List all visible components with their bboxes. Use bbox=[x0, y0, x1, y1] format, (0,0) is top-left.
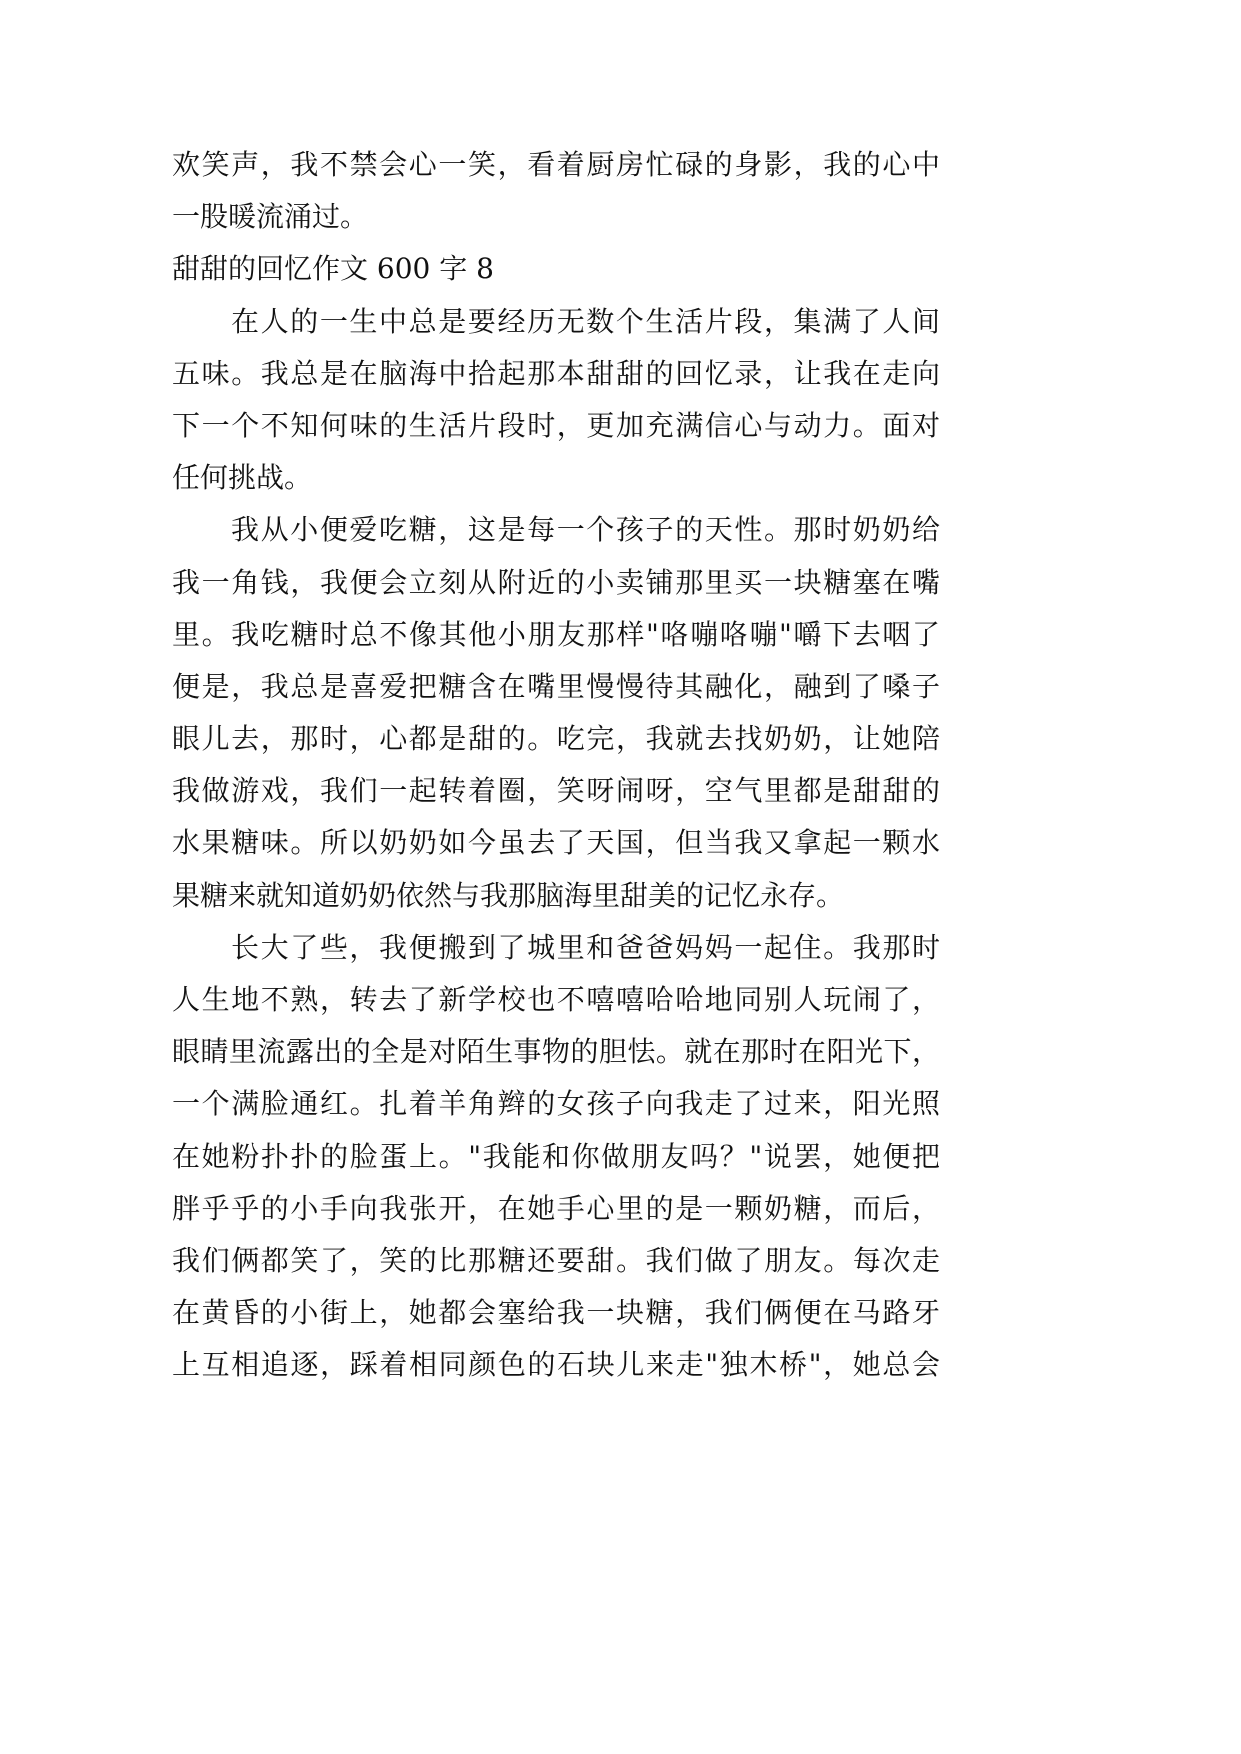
text-line: 里。我吃糖时总不像其他小朋友那样"咯嘣咯嘣"嚼下去咽了 bbox=[172, 617, 940, 651]
paragraph bbox=[172, 504, 940, 922]
paragraph bbox=[172, 296, 940, 505]
text-line: 眼儿去，那时，心都是甜的。吃完，我就去找奶奶，让她陪 bbox=[172, 722, 940, 756]
continued-paragraph bbox=[172, 139, 940, 243]
document-body bbox=[172, 139, 940, 1392]
text-line: 水果糖味。所以奶奶如今虽去了天国，但当我又拿起一颗水 bbox=[172, 826, 940, 860]
text-line: 长大了些，我便搬到了城里和爸爸妈妈一起住。我那时 bbox=[231, 930, 940, 964]
text-line: 五味。我总是在脑海中拾起那本甜甜的回忆录，让我在走向 bbox=[172, 356, 940, 390]
text-line: 欢笑声，我不禁会心一笑，看着厨房忙碌的身影，我的心中 bbox=[172, 148, 940, 181]
text-line: 在人的一生中总是要经历无数个生活片段，集满了人间 bbox=[231, 304, 940, 338]
text-line: 便是，我总是喜爱把糖含在嘴里慢慢待其融化，融到了嗓子 bbox=[172, 669, 940, 703]
essay-title: 甜甜的回忆作文 600 字 8 bbox=[172, 252, 494, 286]
text-line: 在她粉扑扑的脸蛋上。"我能和你做朋友吗？"说罢，她便把 bbox=[172, 1139, 940, 1173]
text-line: 下一个不知何味的生活片段时，更加充满信心与动力。面对 bbox=[172, 408, 940, 442]
text-line: 上互相追逐，踩着相同颜色的石块儿来走"独木桥"，她总会 bbox=[172, 1348, 940, 1382]
text-line: 人生地不熟，转去了新学校也不嘻嘻哈哈地同别人玩闹了， bbox=[172, 983, 940, 1016]
text-line: 我们俩都笑了，笑的比那糖还要甜。我们做了朋友。每次走 bbox=[172, 1243, 940, 1277]
text-line: 任何挑战。 bbox=[172, 461, 313, 495]
text-line: 我做游戏，我们一起转着圈，笑呀闹呀，空气里都是甜甜的 bbox=[172, 774, 940, 808]
text-line: 我从小便爱吃糖，这是每一个孩子的天性。那时奶奶给 bbox=[231, 513, 940, 547]
text-line: 在黄昏的小街上，她都会塞给我一块糖，我们俩便在马路牙 bbox=[172, 1296, 940, 1330]
text-line: 果糖来就知道奶奶依然与我那脑海里甜美的记忆永存。 bbox=[172, 878, 845, 912]
text-line: 我一角钱，我便会立刻从附近的小卖铺那里买一块糖塞在嘴 bbox=[172, 565, 940, 599]
paragraph bbox=[172, 922, 940, 1392]
text-line: 一个满脸通红。扎着羊角辫的女孩子向我走了过来，阳光照 bbox=[172, 1087, 940, 1121]
text-line: 胖乎乎的小手向我张开，在她手心里的是一颗奶糖，而后， bbox=[172, 1191, 940, 1225]
text-line: 眼睛里流露出的全是对陌生事物的胆怯。就在那时在阳光下， bbox=[172, 1035, 940, 1069]
text-line: 一股暖流涌过。 bbox=[172, 200, 369, 234]
